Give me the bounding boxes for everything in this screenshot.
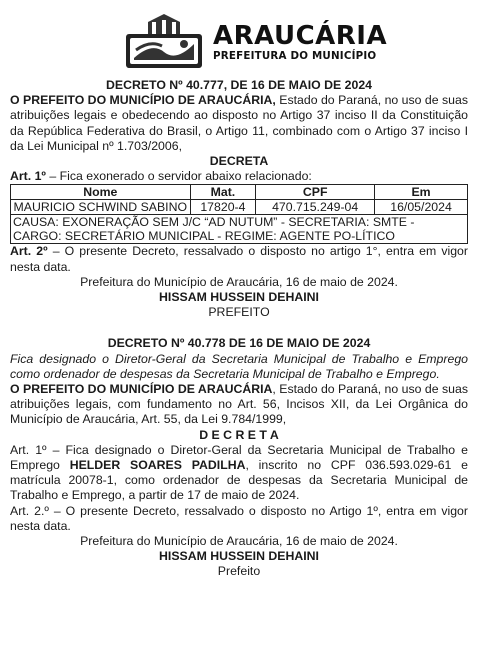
server-table: [10, 184, 468, 244]
table-cell-date: 16/05/2024: [375, 200, 468, 215]
table-cause-row: [11, 215, 468, 244]
table-cell-cause: CAUSA: EXONERAÇÃO SEM J/C “AD NUTUM” - SECRETARIA: SMTE - CARGO: SECRETÁRIO MUNICIPAL - REGIME: AGENTE PO-LÍTICO: [11, 215, 468, 244]
decree-title: DECRETO Nº 40.777, DE 16 DE MAIO DE 2024: [105, 78, 373, 92]
place-date: Prefeitura do Município de Araucária, 16 de maio de 2024.: [80, 274, 398, 289]
preamble: [10, 382, 468, 428]
table-header-row: [11, 185, 468, 200]
signer-name: HISSAM HUSSEIN DEHAINI: [159, 549, 319, 564]
article-label: Art. 2º: [10, 244, 48, 259]
brand: [213, 22, 387, 62]
article-1: [10, 443, 468, 504]
signer-role: Prefeito: [217, 564, 261, 579]
table-cell-cpf: 470.715.249-04: [256, 200, 375, 215]
preamble-authority: O PREFEITO DO MUNICÍPIO DE ARAUCÁRIA: [10, 382, 273, 397]
decree-summary: Fica designado o Diretor-Geral da Secretaria Municipal de Trabalho e Emprego como ordenador de despesas da Secretaria Municipal de Trabalho e Emprego.: [10, 351, 468, 381]
decree-40778: [10, 336, 468, 579]
article-1: [10, 169, 468, 184]
municipal-crest-icon: [122, 12, 206, 70]
preamble-text: , Estado do Paraná, no uso de suas atribuições legais, com fundamento no Art. 56, Incisos XII, da Lei Orgânica do Município de Araucária, Art. 55, da Lei 9.784/1999,: [10, 382, 468, 427]
decrees-page: [10, 0, 468, 580]
designee-name: HELDER SOARES PADILHA: [69, 458, 246, 473]
article-text: , inscrito no CPF 036.593.029-61 e matrícula 20078-1, como ordenador de despesas da Secretaria Municipal de Trabalho e Emprego, a partir de 17 de maio de 2024.: [10, 458, 469, 503]
preamble: [10, 93, 468, 154]
section-gap: [10, 320, 468, 334]
table-row: [11, 200, 468, 215]
decreta-heading: D E C R E T A: [199, 427, 279, 442]
signer-name: HISSAM HUSSEIN DEHAINI: [159, 290, 319, 305]
place-date: Prefeitura do Município de Araucária, 16 de maio de 2024.: [80, 534, 398, 549]
article-2: Art. 2.º – O presente Decreto, ressalvado o disposto no Artigo 1º, entra em vigor nesta data.: [10, 503, 468, 533]
article-label: Art. 1º: [10, 169, 46, 184]
column-header: CPF: [256, 185, 375, 200]
header: [10, 0, 468, 76]
column-header: Nome: [11, 185, 191, 200]
article-2: [10, 244, 468, 274]
column-header: Em: [375, 185, 468, 200]
decree-title: DECRETO Nº 40.778 DE 16 DE MAIO DE 2024: [107, 336, 371, 351]
signer-role: PREFEITO: [208, 305, 270, 320]
decree-40777: [10, 78, 468, 320]
article-text: – O presente Decreto, ressalvado o disposto no artigo 1°, entra em vigor nesta data.: [10, 244, 468, 274]
preamble-authority: O PREFEITO DO MUNICÍPIO DE ARAUCÁRIA,: [10, 93, 276, 108]
table-cell-mat: 17820-4: [190, 200, 256, 215]
table-cell-name: MAURICIO SCHWIND SABINO: [11, 200, 191, 215]
article-text: Art. 1º – Fica designado o Diretor-Geral da Secretaria Municipal de Trabalho e Emprego: [10, 442, 468, 473]
article-text: – Fica exonerado o servidor abaixo relacionado:: [45, 169, 312, 184]
column-header: Mat.: [190, 185, 256, 200]
decreta-heading: DECRETA: [209, 154, 269, 169]
brand-subtitle: PREFEITURA DO MUNICÍPIO: [213, 50, 377, 62]
brand-name: ARAUCÁRIA: [213, 21, 388, 51]
preamble-text: Estado do Paraná, no uso de suas atribuições legais e obedecendo ao disposto no Artigo 37 inciso II da Constituição da República Federativa do Brasil, o Artigo 11, combinado com o Artigo 37 inciso I da Lei Municipal nº 1.703/2006,: [10, 93, 469, 153]
